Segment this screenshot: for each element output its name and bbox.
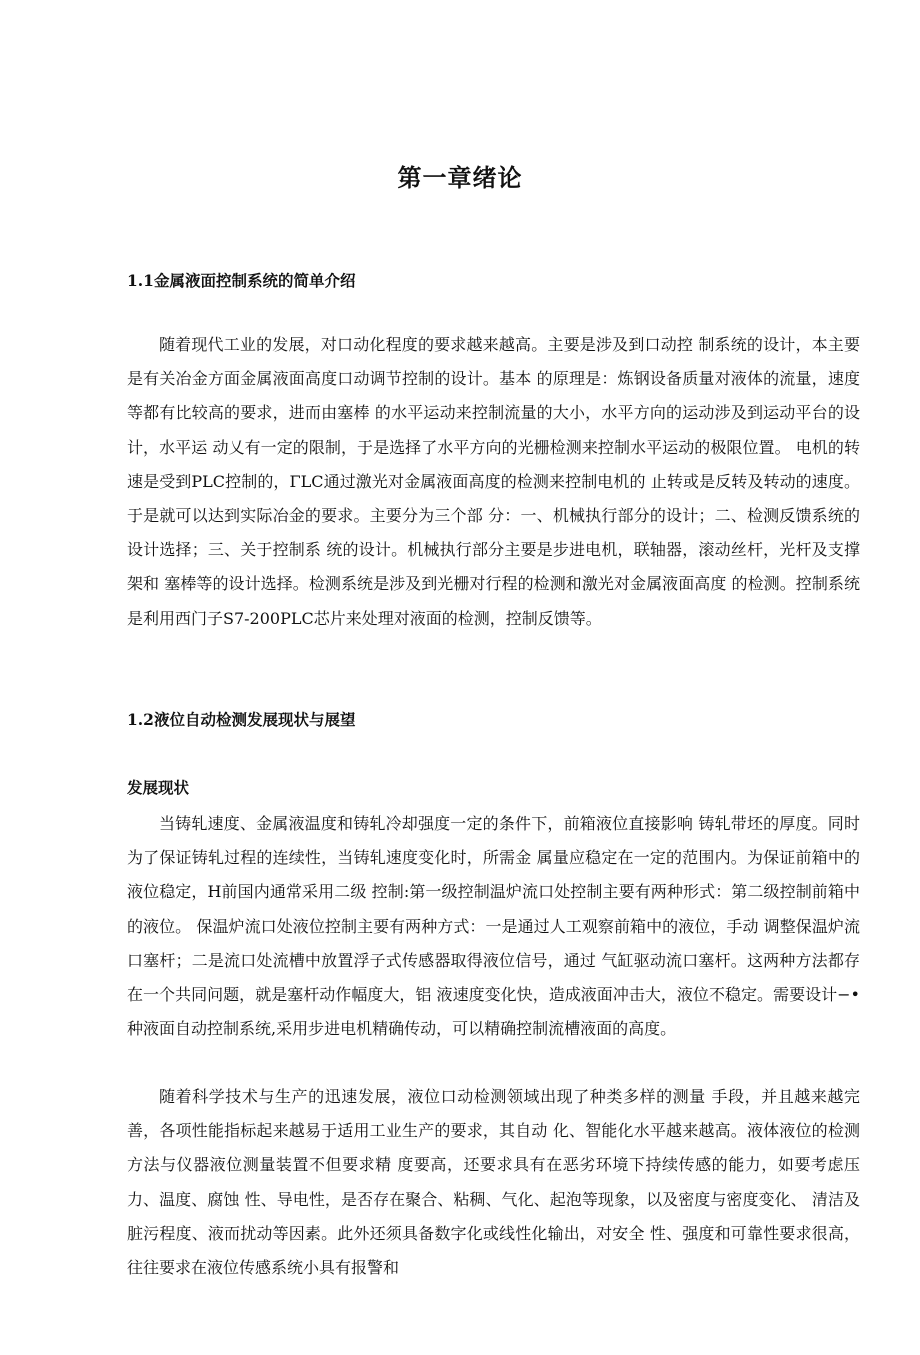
subsection-heading: 发展现状 [127,778,190,797]
section-heading-1-2: 1.2液位自动检测发展现状与展望 [127,710,356,729]
paragraph: 当铸轧速度、金属液温度和铸轧冷却强度一定的条件下，前箱液位直接影响 铸轧带坯的厚度。同时为了保证铸轧过程的连续性，当铸轧速度变化时，所需金 属量应稳定在一定的范围内。为保证前箱中的液位稳定，H前国内通常采用二级 控制:第一级控制温炉流口处控制主要有两种形式：第二级控制前箱中的液位。 保温炉流口处液位控制主要有两种方式：一是通过人工观察前箱中的液位，手动 调整保温炉流口塞杆；二是流口处流槽中放置浮子式传感器取得液位信号，通过 气缸驱动流口塞杆。这两种方法都存在一个共同问题，就是塞杆动作幅度大，铝 液速度变化快，造成液面冲击大，液位不稳定。需要设计−•种液面自动控制系统,采用步进电机精确传动，可以精确控制流槽液面的高度。 [127,814,860,1039]
paragraph: 随着现代工业的发展，对口动化程度的要求越来越高。主要是涉及到口动控 制系统的设计，本主要是有关冶金方面金属液面高度口动调节控制的设计。基本 的原理是：炼钢设备质量对液体的流量，速度等都有比较高的要求，进而由塞棒 的水平运动来控制流量的大小，水平方向的运动涉及到运动平台的设计，水平运 动乂有一定的限制，于是选择了水平方向的光栅检测来控制水平运动的极限位置。 电机的转速是受到PLC控制的，ΓLC通过激光对金属液面高度的检测来控制电机的 止转或是反转及转动的速度。于是就可以达到实际冶金的要求。主要分为三个部 分：一、机械执行部分的设计；二、检测反馈系统的设计选择；三、关于控制系 统的设计。机械执行部分主要是步进电机，联轴器，滚动丝杆，光杆及支撑架和 塞棒等的设计选择。检测系统是涉及到光栅对行程的检测和激光对金属液面高度 的检测。控制系统是利用西门子S7-200PLC芯片来处理对液面的检测，控制反馈等。 [127,335,860,628]
chapter-title: 第一章绪论 [397,164,523,192]
section-heading-1-1: 1.1金属液面控制系统的简单介绍 [127,271,356,290]
paragraph: 随着科学技术与生产的迅速发展，液位口动检测领域出现了种类多样的测量 手段，并且越来越完善，各项性能指标起来越易于适用工业生产的要求，其自动 化、智能化水平越来越高。液体液位的检测方法与仪器液位测量装置不但要求精 度要高，还要求具有在恶劣环境下持续传感的能力，如要考虑压力、温度、腐蚀 性、导电性，是否存在聚合、粘稠、气化、起泡等现象，以及密度与密度变化、 清洁及脏污程度、液而扰动等因素。此外还须具备数字化或线性化输出，对安全 性、强度和可靠性要求很高，往往要求在液位传感系统小具有报警和 [127,1087,860,1278]
